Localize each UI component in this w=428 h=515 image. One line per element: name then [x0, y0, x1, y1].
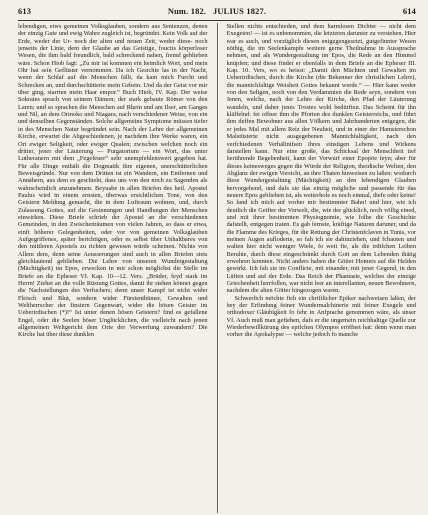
issue-date: JULIUS 1827. — [213, 7, 267, 16]
header-rule — [18, 20, 416, 21]
left-column — [18, 23, 208, 513]
text-columns — [18, 23, 416, 513]
right-paragraph: Schwerlich möchte fich ein chriftlicher Epiker nachweisen laßen, der bey der Erfindung feiner Wundermalchinerie mit feiner Exegele und orthodoxer Gläubigkeit fo fehr in Anfprache genommen wäre, als unser Vf. Auch muß man geftehen, dafs er die ungemein reichhaltige Quelle zur Wiederbewillkürung des epifchen Olympos eröffnet hat: denn wenn man vorher die Apokalypse — welche jedoch fo manche — [226, 294, 416, 339]
issue-number: Num. 182. — [167, 7, 207, 16]
issue-and-date — [18, 7, 416, 16]
column-divider — [217, 23, 218, 513]
page-number-left: 613 — [18, 7, 32, 16]
right-column — [227, 23, 417, 513]
left-paragraph: lebendigen, etws gemeinen Volksglauben, sondern aus Sentenzen, denen der einzig Gute und ewig Wahre zugleich ist, begründet. Kein Volk auf der Erde, weder der Ur- noch der alten und neuen Zeit, weder diese- noch jenseits der Linie, dem der Glaube an das Geistige, fouctis körperloser Wesen, die ihm bald freundlich, bald schreckend nahen, fremd geblieben wäre. Schon Hiob fagt: „Zu mir ist kommen ein heimlich Wort, und mein Ohr hat sein Geflüster vernommen. Da ich Gesichte las in der Nacht, wenn der Schlaf auf die Menschen fällt, da kam mich Furcht und Schrecken an, und durchschütterte mein Gebein. Und da der Geist vor mir über ging, starrten mein Haar empor.“ Buch Hiob, IV. Kap. Der weise Sokrates sprach von seinem Dämon; der stark gebaute Römer von den Laren; und so sprachen die Menschen auf Rhein und am Ilser, am Ganges und Nil, an dem Orinoko und Niagara, nach verschiedener Weise, von ein und denselben Gegenständen. Solche allgemeine Symptome müssen tiefer in des Menschen Natur begründet sein. Nach der Lehre der allgemeinen Kirche, erwartet die Abgeschiedenen, je nachdem ihre Werke waren, ein Ort ewiger Seligkeit, oder ewiger Qualen; zwischen welchen noch ein dritter, jener der Läuterung — Purgatorium — ein Wort, das unter Lutheranern mit dem „Fegefeuer“ sehr unempfehlenswert gegeben hat. Für alle Dinge enthält die Dogmatik ihre eigenen, unerschütterlichen Beweisgründe. Nur von dem Dritten ist ein Wandern, ein Entfernen und Annähern, aus dem es geschieht, dass uns von den noch zu Sagenden als wahrscheinlich anzunehmen. Beyuabe in allen Briefen des heil. Apostel Paulus wird in einem ernsten, überwas ersichtlichen Tone, von den Geistern Meldung gemacht, die in dem Luftraum wohnen, und, durch Zulassung Gottes, auf die Gesinnungen und Handlungen der Menschen einwirken. Diese Briefe schrieb der Apostel an die verschiedenen Gemeinden, in den Zwischenräumen von vielen Jahren, so dass er etwa, einft höherer Gelegenheiten, oder vor von gemeinen Volksglauben Aufgegriffenes, später berichtigen, oder es selbst über Unhaltbares von den mittleren Apostels zu richten gewesen würde scheinen. Nichts von Allem dem, denn seine Aeusserungen sind auch in allen Briefen stets gleichlautend geblieben. Die Lehre von unseren Wundergestaltung (Mächtigkeit) im Epos, erwecken in mir schon möglichst die Stelle im Briefe an die Epheser VI. Kap. 10—12. Vers. „Brüder, feyd stark im Herrn! Ziehet an die volle Rüstung Gottes, damit ihr stehen könnet gegen die Nachstellungen des Verfuchers; denn unser Kampf ist nicht wider Fleisch und Blut, sondern wider Fürstenthümer, Gewalten und Weltherrscher der finstern Gegenwart, wider die bösen Geister im Ueberirdischen (*)!“ Ist unter denen bösen Geistern? find es gefallene Engel, oder die Seelen böser Unglücklichen, die vielleicht nach jenen allgemeinen Weltgericht dem Orte der Verwerfung zuwandern? Die Kirche hat über diese dunklen — [18, 23, 208, 339]
right-paragraph: Stellen nichts entschieden, und dem harmlosen Dichter — nicht dem Exegeten! — ist es unbenommen, die letzteren darunter zu verstehen. Hier war es auch, und vorzüglich diesen entgegengesetzt, gutgefinnter Wesen nöthig, die im Seelenkampfe weitere gerne Theilnahme in Aussprache nehmen, und als Wundergestaltung im Epos, die Rede an den Himmel knüpfen; und diese findet er ebenfalls in dem Briefe an die Epheser III. Kap. 10. Vers, wo es heisst: „Damit den Mächten und Gewalten im Ueberirdischen, durch die Kirche (die Bekenner der christlichen Lehre), die mannichfaltige Weisheit Gottes bekannt werde.“ — Hier kann weder von den Seligen, noch von den Verdammten die Rede seyn, sondern von Jenen, welche, nach der Lehre der Kirche, den Pfad der Läuterung wandeln, und daher jenes Trostes wohl bedürften. Das Scheint für ihn kläffelnd: fei offner ihm die Pforten des dunklen Geisterreichs, und führt ihm deffen Bewohner aus allen Völkern und Jahrhunderten entgegen, die er jedes Mal mit allem Reiz der Neuheit, und in einer der Hamsterschon Malstüsterte nicht ausgegebenen Mannichfaltigkeit, nach den verfchiedenen Verhältnifsen ihres einstigen Lebens und Wirkens darstellen kann. Nur eine große, das Schicksal der Menschheit tief berührende Begebenheit, kann der Vorwurf einer Epopöe feyn; aber für dieses keinesweges gegen die Würde der Religion, theidische Welten, den Abglanz der ewigen Vorsicht, an ihre Thaten hinweisen zu laßen: wodurch diese Wundergestaltung (Mächtigkeit) an den lebendigen Glauben hervorgehend, und dafs sie das einzig mögliche und passende für das neuere Epos geblieben ist, als weiterhole es noch einmal, diefe oder keine! So fand ich mich auf vorher mir bestimmter Bahn! und hier, wie ich deutlich die Geifter der Vorwelt, die, wie der glücklich, noch völlig eined, und mit ihrer bestimmten Physiognomie, wie folbe die Geschichte dafstellt, entgegen traten. Es gab fernste, kräftige Naturen daruner, und da die Flamme des Krieges, für die Rettung der Christenfclaven in Tunis, vor meinen Augen aufloderte, so fah ich sie dahinziehen, und fchauten und walten hier nicht weniger Wiele, fo weit fie, als die irdifchen Leiben Beruhte, durch diese eingeschränkt durch Gott an dem Lebenden thätig erwehren konnten. Nicht anders haben die Götter Homers auf die Helden gewirkt. Ich fah sie im Conflicte, mit einander, mit jener Gegend, in den Lüften und auf der Erde. Das Reich der Phantasie, welches der einzige Griechenheit herrfollen, war nicht leer an interellanten, neuen Bewohnern, nachdem die alten Götter hingezogen waren. — [226, 23, 416, 295]
page-header — [18, 7, 416, 19]
page-number-right: 614 — [402, 7, 416, 16]
